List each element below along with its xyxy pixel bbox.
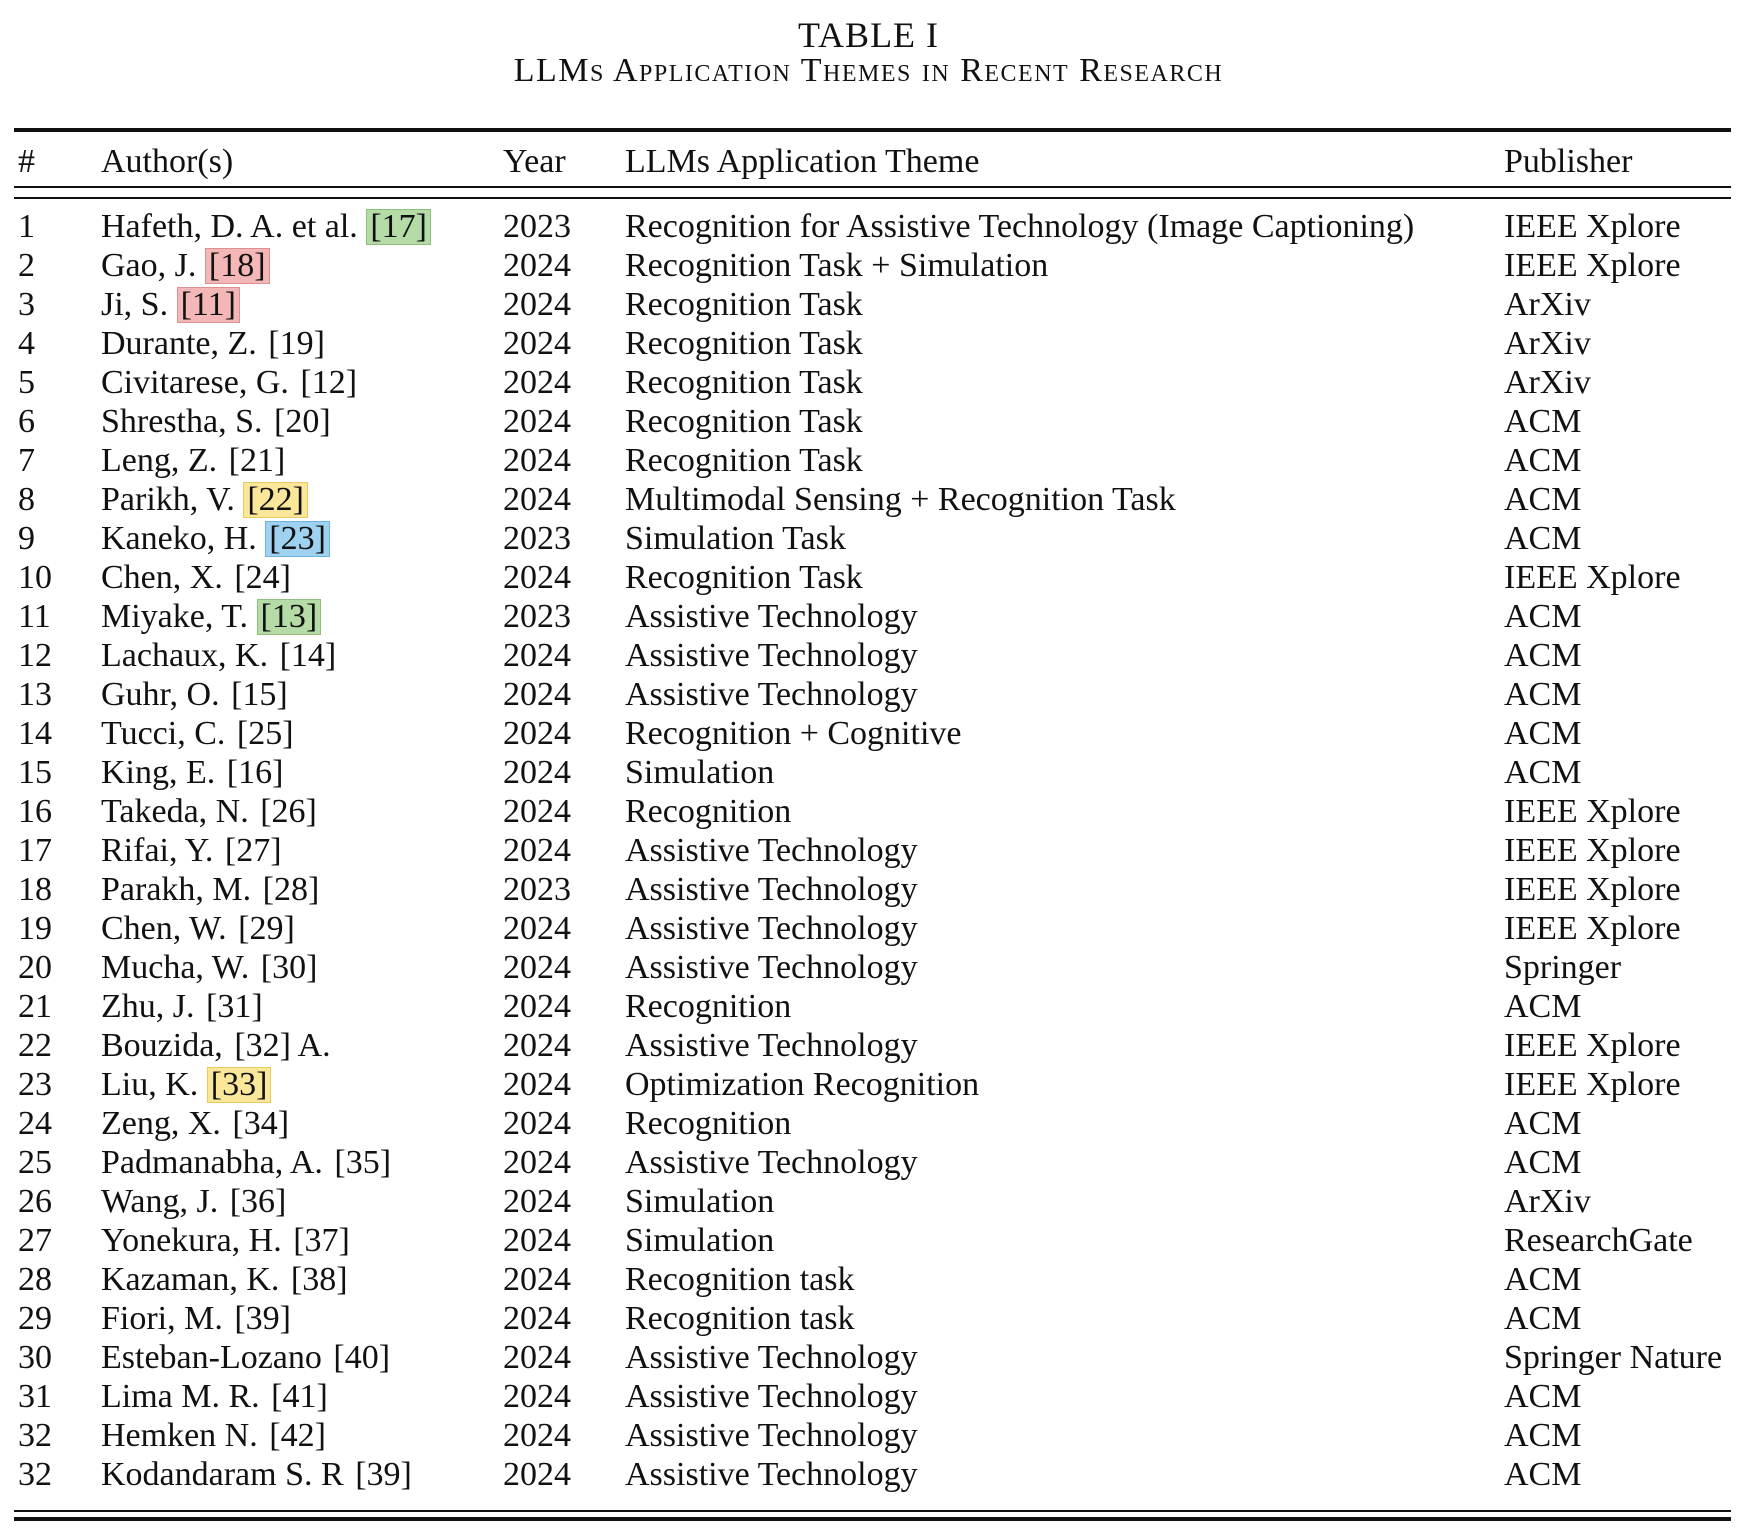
citation-ref[interactable]: [20]	[274, 402, 331, 440]
table-row	[14, 285, 1731, 324]
row-year: 2024	[503, 1221, 571, 1259]
row-publisher: IEEE Xplore	[1504, 909, 1681, 947]
table-row	[14, 1221, 1731, 1260]
row-number: 27	[18, 1221, 52, 1259]
row-author	[101, 597, 503, 636]
table-row	[14, 870, 1731, 909]
row-number: 31	[18, 1377, 52, 1415]
row-theme: Simulation	[625, 1182, 775, 1220]
citation-ref[interactable]: [27]	[224, 831, 282, 869]
row-theme: Recognition + Cognitive	[625, 714, 962, 752]
row-number: 3	[18, 285, 35, 323]
author-name: Gao, J.	[101, 246, 197, 284]
row-theme: Recognition task	[625, 1260, 855, 1298]
citation-ref[interactable]: [11]	[177, 287, 240, 323]
row-number: 22	[18, 1026, 52, 1064]
row-author	[101, 1416, 503, 1455]
row-publisher: ArXiv	[1504, 363, 1591, 401]
row-publisher: ACM	[1504, 1299, 1582, 1337]
header-theme: LLMs Application Theme	[625, 143, 980, 180]
row-number: 30	[18, 1338, 52, 1376]
table-row	[14, 441, 1731, 480]
row-number: 17	[18, 831, 52, 869]
row-publisher: ACM	[1504, 714, 1582, 752]
row-number: 8	[18, 480, 35, 518]
citation-ref[interactable]: [35]	[334, 1143, 392, 1181]
row-author	[101, 285, 503, 324]
row-number: 21	[18, 987, 52, 1025]
row-number: 29	[18, 1299, 52, 1337]
author-name: Parikh, V.	[101, 480, 235, 518]
table-row	[14, 948, 1731, 987]
table-row	[14, 402, 1731, 441]
row-year: 2024	[503, 831, 571, 869]
author-name: Kaneko, H.	[101, 519, 257, 557]
table-row	[14, 831, 1731, 870]
row-theme: Recognition Task	[625, 363, 863, 401]
row-theme: Assistive Technology	[625, 597, 918, 635]
row-author	[101, 1338, 503, 1377]
row-number: 24	[18, 1104, 52, 1142]
row-theme: Recognition	[625, 1104, 792, 1142]
row-author	[101, 1104, 503, 1143]
table-row	[14, 1260, 1731, 1299]
row-year: 2024	[503, 753, 571, 791]
author-name: Esteban-Lozano	[101, 1338, 322, 1376]
author-name: Takeda, N.	[101, 792, 249, 830]
citation-ref[interactable]: [24]	[234, 558, 291, 596]
author-name: Parakh, M.	[101, 870, 252, 908]
row-publisher: IEEE Xplore	[1504, 870, 1681, 908]
header-year: Year	[503, 143, 566, 180]
table-body	[14, 207, 1731, 1494]
row-publisher: IEEE Xplore	[1504, 792, 1681, 830]
row-year: 2024	[503, 1065, 571, 1103]
author-name: Hemken N.	[101, 1416, 258, 1454]
row-publisher: Springer	[1504, 948, 1622, 986]
author-name: Shrestha, S.	[101, 402, 263, 440]
citation-ref[interactable]: [14]	[279, 636, 337, 674]
row-author	[101, 207, 503, 246]
row-author	[101, 792, 503, 831]
row-theme: Recognition Task	[625, 402, 863, 440]
table-row	[14, 1143, 1731, 1182]
row-publisher: ACM	[1504, 1143, 1582, 1181]
table-row	[14, 1299, 1731, 1338]
row-year: 2023	[503, 597, 571, 635]
citation-ref[interactable]: [37]	[293, 1221, 350, 1259]
citation-ref[interactable]: [30]	[260, 948, 318, 986]
table-row	[14, 1338, 1731, 1377]
row-author	[101, 363, 503, 402]
row-number: 9	[18, 519, 35, 557]
row-number: 15	[18, 753, 52, 791]
row-author	[101, 870, 503, 909]
row-theme: Assistive Technology	[625, 870, 918, 908]
row-theme: Assistive Technology	[625, 1416, 918, 1454]
row-author	[101, 831, 503, 870]
row-theme: Recognition Task	[625, 285, 863, 323]
row-theme: Recognition for Assistive Technology (Image Captioning)	[625, 207, 1415, 245]
header-num: #	[18, 143, 35, 180]
table-row	[14, 714, 1731, 753]
row-year: 2024	[503, 987, 571, 1025]
row-year: 2023	[503, 207, 571, 245]
citation-ref[interactable]: [23]	[265, 521, 330, 557]
citation-ref[interactable]: [34]	[232, 1104, 290, 1142]
citation-ref[interactable]: [31]	[206, 987, 263, 1025]
author-name: Zhu, J.	[101, 987, 195, 1025]
author-name: Kodandaram S. R	[101, 1455, 344, 1493]
author-name: Liu, K.	[101, 1065, 199, 1103]
table-row	[14, 792, 1731, 831]
row-author	[101, 1182, 503, 1221]
row-year: 2024	[503, 1455, 571, 1493]
row-theme: Assistive Technology	[625, 1377, 918, 1415]
citation-ref[interactable]: [33]	[207, 1067, 272, 1103]
citation-ref[interactable]: [38]	[290, 1260, 348, 1298]
row-author	[101, 1026, 503, 1065]
row-author	[101, 1299, 503, 1338]
author-name: Durante, Z.	[101, 324, 257, 362]
citation-ref[interactable]: [41]	[271, 1377, 328, 1415]
row-publisher: IEEE Xplore	[1504, 1026, 1681, 1064]
table-row	[14, 675, 1731, 714]
row-year: 2023	[503, 519, 571, 557]
author-name: Chen, X.	[101, 558, 223, 596]
author-name: King, E.	[101, 753, 216, 791]
row-number: 5	[18, 363, 35, 401]
row-publisher: ACM	[1504, 1104, 1582, 1142]
row-number: 20	[18, 948, 52, 986]
row-year: 2024	[503, 1104, 571, 1142]
row-publisher: IEEE Xplore	[1504, 1065, 1681, 1103]
table-row	[14, 753, 1731, 792]
row-number: 4	[18, 324, 35, 362]
row-author	[101, 948, 503, 987]
table-row	[14, 324, 1731, 363]
row-publisher: ACM	[1504, 1455, 1582, 1493]
top-rule	[14, 128, 1731, 132]
row-theme: Recognition Task	[625, 558, 863, 596]
row-year: 2024	[503, 402, 571, 440]
row-author	[101, 1455, 503, 1494]
author-name: Wang, J.	[101, 1182, 219, 1220]
table-row	[14, 558, 1731, 597]
row-theme: Recognition	[625, 987, 792, 1025]
table-header	[14, 139, 1731, 185]
row-author	[101, 246, 503, 285]
citation-ref[interactable]: [28]	[262, 870, 320, 908]
row-author	[101, 441, 503, 480]
author-name: Rifai, Y.	[101, 831, 214, 869]
header-author: Author(s)	[101, 143, 234, 180]
row-number: 23	[18, 1065, 52, 1103]
citation-ref[interactable]: [22]	[243, 482, 308, 518]
row-publisher: ACM	[1504, 987, 1582, 1025]
row-author	[101, 636, 503, 675]
table-row	[14, 1065, 1731, 1104]
row-publisher: ACM	[1504, 636, 1582, 674]
citation-ref[interactable]: [26]	[260, 792, 317, 830]
row-year: 2024	[503, 948, 571, 986]
table-row	[14, 1377, 1731, 1416]
row-year: 2024	[503, 285, 571, 323]
row-year: 2024	[503, 363, 571, 401]
header-row	[14, 139, 1731, 185]
row-theme: Multimodal Sensing + Recognition Task	[625, 480, 1176, 518]
row-theme: Assistive Technology	[625, 831, 918, 869]
row-author	[101, 558, 503, 597]
row-year: 2024	[503, 324, 571, 362]
table-row	[14, 480, 1731, 519]
bottom-rule-lower	[14, 1517, 1731, 1521]
row-author	[101, 480, 503, 519]
row-publisher: ArXiv	[1504, 1182, 1591, 1220]
table-row	[14, 1104, 1731, 1143]
row-theme: Simulation	[625, 1221, 775, 1259]
row-theme: Assistive Technology	[625, 948, 918, 986]
author-name: Chen, W.	[101, 909, 227, 947]
row-publisher: ArXiv	[1504, 324, 1591, 362]
author-name: Lachaux, K.	[101, 636, 269, 674]
author-name: Hafeth, D. A. et al.	[101, 207, 358, 245]
row-year: 2024	[503, 246, 571, 284]
row-year: 2024	[503, 1182, 571, 1220]
citation-ref[interactable]: [25]	[236, 714, 294, 752]
header-rule-lower	[14, 197, 1731, 199]
row-publisher: ACM	[1504, 1416, 1582, 1454]
row-number: 10	[18, 558, 52, 596]
table-row	[14, 207, 1731, 246]
row-author	[101, 1143, 503, 1182]
row-year: 2024	[503, 480, 571, 518]
row-number: 6	[18, 402, 35, 440]
row-number: 25	[18, 1143, 52, 1181]
row-year: 2024	[503, 1416, 571, 1454]
row-year: 2024	[503, 1143, 571, 1181]
author-name: Guhr, O.	[101, 675, 220, 713]
row-publisher: ACM	[1504, 675, 1582, 713]
row-publisher: IEEE Xplore	[1504, 831, 1681, 869]
row-author	[101, 519, 503, 558]
bottom-rule-upper	[14, 1510, 1731, 1512]
table-row	[14, 987, 1731, 1026]
row-publisher: Springer Nature	[1504, 1338, 1723, 1376]
row-theme: Recognition task	[625, 1299, 855, 1337]
header-rule-upper	[14, 186, 1731, 188]
row-number: 11	[18, 597, 51, 635]
row-number: 12	[18, 636, 52, 674]
author-name: Zeng, X.	[101, 1104, 221, 1142]
citation-ref[interactable]: [12]	[300, 363, 358, 401]
row-publisher: ACM	[1504, 402, 1582, 440]
header-publisher: Publisher	[1504, 143, 1633, 180]
table-label: TABLE I	[797, 15, 940, 55]
author-name: Yonekura, H.	[101, 1221, 282, 1259]
citation-ref[interactable]: [42]	[269, 1416, 326, 1454]
row-year: 2024	[503, 1260, 571, 1298]
author-name: Fiori, M.	[101, 1299, 223, 1337]
table-row	[14, 636, 1731, 675]
table-row	[14, 363, 1731, 402]
row-year: 2024	[503, 1026, 571, 1064]
citation-ref[interactable]: [36]	[229, 1182, 287, 1220]
row-number: 19	[18, 909, 52, 947]
citation-ref[interactable]: [29]	[238, 909, 295, 947]
row-year: 2024	[503, 1299, 571, 1337]
citation-ref[interactable]: [17]	[366, 209, 431, 245]
row-publisher: ACM	[1504, 753, 1582, 791]
row-theme: Recognition Task	[625, 441, 863, 479]
author-name: Leng, Z.	[101, 441, 218, 479]
author-name: Padmanabha, A.	[101, 1143, 323, 1181]
row-theme: Recognition	[625, 792, 792, 830]
row-publisher: IEEE Xplore	[1504, 246, 1681, 284]
row-publisher: ACM	[1504, 519, 1582, 557]
citation-ref[interactable]: [21]	[228, 441, 286, 479]
citation-ref[interactable]: [16]	[226, 753, 284, 791]
row-author	[101, 324, 503, 363]
author-name: Civitarese, G.	[101, 363, 289, 401]
citation-ref[interactable]: [19]	[268, 324, 325, 362]
row-number: 14	[18, 714, 52, 752]
row-theme: Assistive Technology	[625, 1338, 918, 1376]
author-name: Bouzida,	[101, 1026, 223, 1064]
author-name: Mucha, W.	[101, 948, 250, 986]
author-name: Ji, S.	[101, 285, 169, 323]
row-publisher: ACM	[1504, 480, 1582, 518]
row-theme: Recognition Task + Simulation	[625, 246, 1049, 284]
row-number: 1	[18, 207, 35, 245]
row-publisher: ArXiv	[1504, 285, 1591, 323]
row-year: 2024	[503, 792, 571, 830]
table-row	[14, 1026, 1731, 1065]
row-publisher: ResearchGate	[1504, 1221, 1693, 1259]
table-row	[14, 246, 1731, 285]
row-theme: Simulation Task	[625, 519, 846, 557]
row-theme: Simulation	[625, 753, 775, 791]
row-number: 18	[18, 870, 52, 908]
table-row	[14, 597, 1731, 636]
row-number: 26	[18, 1182, 52, 1220]
table-row	[14, 519, 1731, 558]
row-theme: Recognition Task	[625, 324, 863, 362]
row-number: 16	[18, 792, 52, 830]
row-publisher: IEEE Xplore	[1504, 558, 1681, 596]
citation-ref[interactable]: [39]	[355, 1455, 412, 1493]
row-publisher: ACM	[1504, 597, 1582, 635]
row-theme: Assistive Technology	[625, 636, 918, 674]
row-year: 2024	[503, 675, 571, 713]
row-publisher: ACM	[1504, 441, 1582, 479]
row-publisher: ACM	[1504, 1260, 1582, 1298]
citation-ref[interactable]: [15]	[231, 675, 288, 713]
citation-ref[interactable]: [18]	[205, 248, 270, 284]
author-name: Miyake, T.	[101, 597, 248, 635]
row-number: 2	[18, 246, 35, 284]
row-year: 2024	[503, 1338, 571, 1376]
row-theme: Assistive Technology	[625, 909, 918, 947]
row-number: 28	[18, 1260, 52, 1298]
row-number: 13	[18, 675, 52, 713]
row-year: 2023	[503, 870, 571, 908]
row-author	[101, 909, 503, 948]
row-theme: Assistive Technology	[625, 675, 918, 713]
row-year: 2024	[503, 714, 571, 752]
row-theme: Assistive Technology	[625, 1143, 918, 1181]
row-number: 32	[18, 1416, 52, 1454]
row-year: 2024	[503, 1377, 571, 1415]
row-author	[101, 402, 503, 441]
table-row	[14, 1416, 1731, 1455]
row-year: 2024	[503, 636, 571, 674]
row-author	[101, 1221, 503, 1260]
row-author	[101, 675, 503, 714]
row-author	[101, 987, 503, 1026]
row-theme: Optimization Recognition	[625, 1065, 980, 1103]
row-publisher: ACM	[1504, 1377, 1582, 1415]
table-row	[14, 909, 1731, 948]
row-year: 2024	[503, 441, 571, 479]
citation-ref[interactable]: [13]	[257, 599, 322, 635]
author-name: Kazaman, K.	[101, 1260, 280, 1298]
citation-ref[interactable]: [32] A.	[234, 1026, 331, 1064]
citation-ref[interactable]: [39]	[234, 1299, 292, 1337]
row-theme: Assistive Technology	[625, 1026, 918, 1064]
author-name: Lima M. R.	[101, 1377, 260, 1415]
row-author	[101, 1377, 503, 1416]
row-number: 7	[18, 441, 35, 479]
row-year: 2024	[503, 909, 571, 947]
row-author	[101, 1260, 503, 1299]
citation-ref[interactable]: [40]	[333, 1338, 391, 1376]
row-theme: Assistive Technology	[625, 1455, 918, 1493]
table-row	[14, 1182, 1731, 1221]
table-title: LLMs Application Themes in Recent Research	[513, 52, 1224, 89]
table-row	[14, 1455, 1731, 1494]
row-author	[101, 714, 503, 753]
row-author	[101, 1065, 503, 1104]
row-year: 2024	[503, 558, 571, 596]
row-publisher: IEEE Xplore	[1504, 207, 1681, 245]
row-author	[101, 753, 503, 792]
row-number: 32	[18, 1455, 52, 1493]
author-name: Tucci, C.	[101, 714, 226, 752]
